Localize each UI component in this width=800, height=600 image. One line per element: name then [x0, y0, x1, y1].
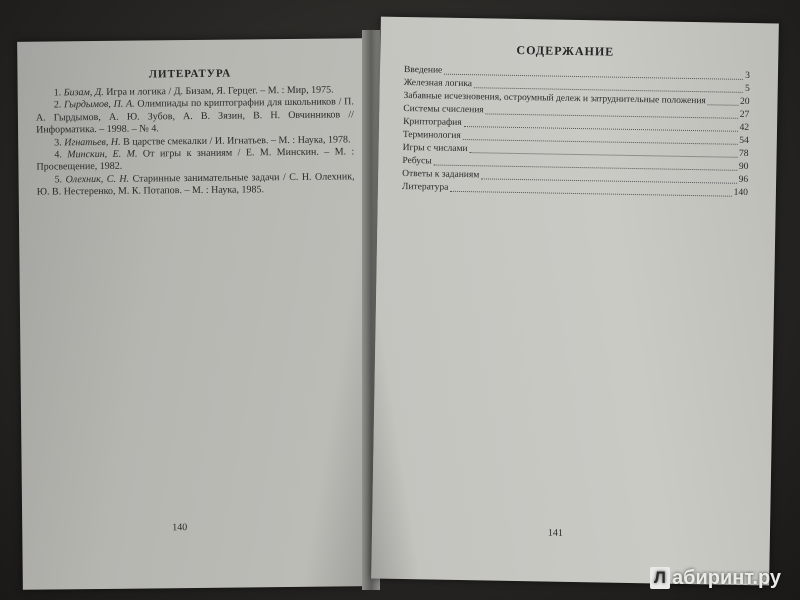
dot-leader — [708, 104, 738, 106]
watermark-text: абиринт.ру — [672, 566, 782, 589]
page-number: 140 — [172, 522, 188, 534]
toc-entry: Терминология 54 — [402, 129, 749, 147]
toc-entry: Ответы к заданиям 96 — [402, 168, 749, 186]
reference-item: 1. Бизам, Д. Игра и логика / Д. Бизам, Я. Герцег. – М. : Мир, 1975. — [53, 84, 334, 99]
left-page — [17, 38, 368, 590]
toc-entry: Железная логика 5 — [403, 77, 750, 95]
toc-entry: Системы счисления 27 — [403, 103, 750, 121]
toc-entry: Криптография 42 — [403, 116, 750, 134]
toc-entry: Ребусы 90 — [402, 155, 749, 173]
dot-leader — [450, 191, 731, 197]
contents-heading: СОДЕРЖАНИЕ — [516, 42, 615, 59]
page-number: 141 — [547, 527, 564, 539]
reference-item: 5. Олехник, С. Н. Старинные занимательные задачи / С. Н. Олехник, Ю. В. Нестеренко, М. К. Потапов. – М. : Наука, 1985. — [36, 171, 355, 198]
reference-item: 3. Игнатьев, Н. В царстве смекалки / И. Игнатьев. – М. : Наука, 1978. — [54, 133, 351, 149]
toc-entry: Литература 140 — [401, 181, 748, 199]
table-of-contents — [402, 64, 750, 200]
reference-item: 4. Минскин, Е. М. От игры к знаниям / Е. М. Минскин. – М. : Просвещение, 1982. — [36, 146, 355, 174]
reference-item: 2. Гырдымов, П. А. Олимпиады по криптографии для школьников / П. А. Гырдымов, А. Ю. Зубов, А. В. Зязин, В. Н. Овчинников // Информатика. – 1998. – № 4. — [35, 96, 354, 136]
reference-list — [36, 84, 355, 199]
toc-entry: Забавные исчезновения, остроумный дележ и затруднительные положения 20 — [403, 90, 750, 108]
literature-heading: ЛИТЕРАТУРА — [148, 67, 232, 81]
toc-entry: Введение 3 — [403, 64, 751, 82]
labirint-watermark — [650, 563, 781, 593]
toc-entry: Игры с числами 78 — [402, 142, 749, 160]
right-page — [371, 17, 779, 586]
labirint-logo-icon: Л — [650, 567, 670, 589]
